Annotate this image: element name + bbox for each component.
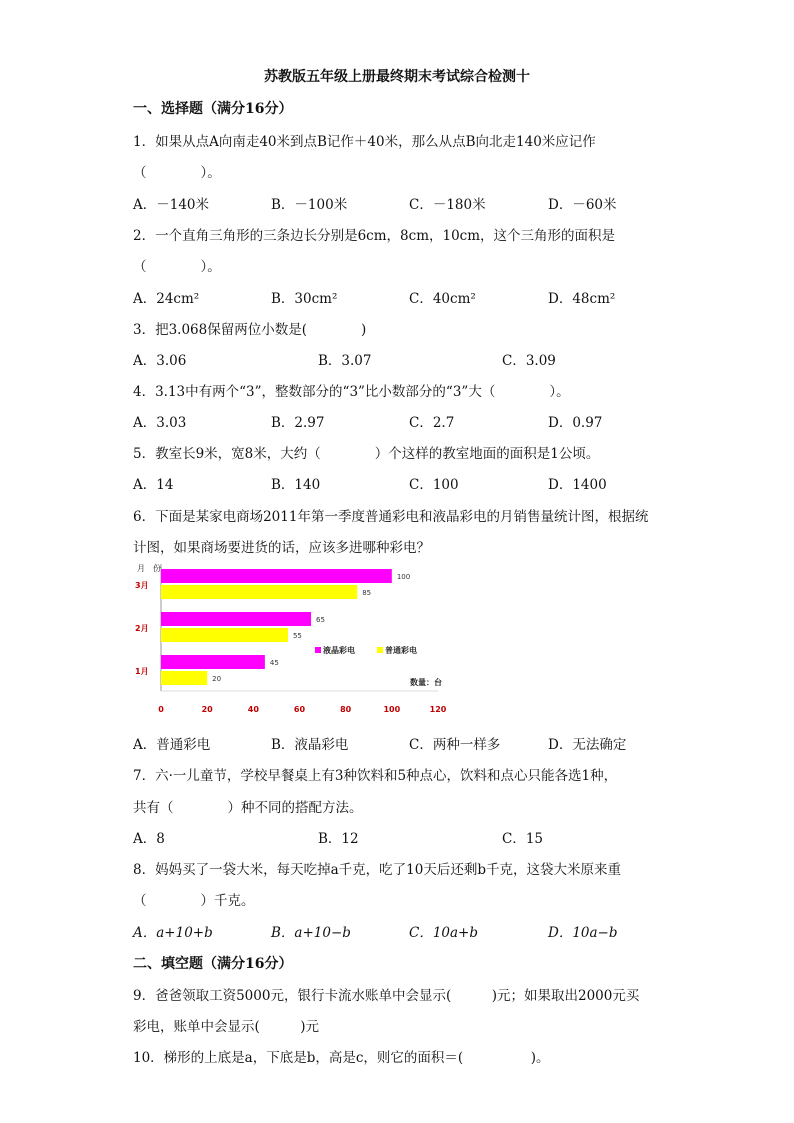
question-3-option-a: A．3.06 — [133, 353, 187, 369]
data-label: 45 — [269, 659, 279, 667]
question-1-text: 1．如果从点A向南走40米到点B记作＋40米，那么从点B向北走140米应记作 — [133, 134, 596, 150]
question-5-option-d: D．1400 — [548, 477, 607, 493]
legend-swatch-normal — [377, 647, 383, 653]
question-8-option-b: B．a+10−b — [271, 925, 351, 941]
question-2-option-a: A．24cm² — [133, 291, 200, 307]
question-10-text: 10．梯形的上底是a，下底是b，高是c，则它的面积＝( )。 — [133, 1050, 550, 1066]
question-1-blank: （ ）。 — [133, 165, 221, 181]
category-label: 3月 — [135, 581, 149, 590]
question-2-option-b: B．30cm² — [271, 291, 338, 307]
legend-label-lcd: 液晶彩电 — [323, 646, 355, 655]
question-7-option-b: B．12 — [318, 831, 359, 847]
question-9-text-continued: 彩电，账单中会显示( )元 — [133, 1019, 320, 1035]
question-1-option-b: B．－100米 — [271, 197, 348, 213]
bar-lcd — [161, 612, 311, 626]
question-5-text: 5．教室长9米，宽8米，大约（ ）个这样的教室地面的面积是1公顷。 — [133, 446, 600, 462]
question-1-option-a: A．－140米 — [133, 197, 210, 213]
legend-swatch-lcd — [315, 647, 321, 653]
question-5-option-a: A．14 — [133, 477, 174, 493]
question-8-blank: （ ）千克。 — [133, 893, 255, 909]
question-1-option-d: D．－60米 — [548, 197, 617, 213]
question-7-option-c: C．15 — [502, 831, 544, 847]
bar-normal — [161, 585, 357, 599]
data-label: 65 — [316, 616, 325, 624]
x-tick-label: 60 — [293, 705, 306, 714]
x-tick-label: 40 — [247, 705, 259, 714]
x-tick-label: 80 — [340, 705, 352, 714]
question-8-option-c: C．10a+b — [409, 925, 479, 941]
section-heading-choice: 一、选择题（满分16分） — [133, 101, 293, 117]
y-axis-label: 月 份 — [137, 564, 161, 573]
x-tick-label: 120 — [429, 705, 447, 714]
question-6-text-continued: 计图，如果商场要进货的话，应该多进哪种彩电？ — [133, 540, 430, 556]
question-5-option-b: B．140 — [271, 477, 321, 493]
question-4-option-d: D．0.97 — [548, 415, 603, 431]
question-7-text: 7．六·一儿童节，学校早餐桌上有3种饮料和5种点心，饮料和点心只能各选1种， — [133, 768, 618, 784]
question-7-option-a: A．8 — [133, 831, 165, 847]
question-6-option-a: A．普通彩电 — [133, 737, 211, 753]
question-2-text: 2．一个直角三角形的三条边长分别是6cm，8cm，10cm，这个三角形的面积是 — [133, 228, 616, 244]
question-7-text-continued: 共有（ ）种不同的搭配方法。 — [133, 800, 363, 816]
x-axis-label: 数量：台 — [410, 678, 442, 687]
question-3-option-c: C．3.09 — [502, 353, 556, 369]
question-2-option-d: D．48cm² — [548, 291, 616, 307]
data-label: 100 — [396, 573, 411, 581]
question-8-option-a: A．a+10+b — [133, 925, 213, 941]
sales-bar-chart — [133, 560, 463, 720]
question-8-text: 8．妈妈买了一袋大米，每天吃掉a千克，吃了10天后还剩b千克，这袋大米原来重 — [133, 862, 621, 878]
question-6-option-b: B．液晶彩电 — [271, 737, 349, 753]
bar-lcd — [161, 569, 392, 583]
question-9-text: 9．爸爸领取工资5000元，银行卡流水账单中会显示( )元；如果取出2000元买 — [133, 988, 640, 1004]
question-6-text: 6．下面是某家电商场2011年第一季度普通彩电和液晶彩电的月销售量统计图，根据统 — [133, 509, 649, 525]
category-label: 1月 — [135, 667, 149, 676]
data-label: 20 — [212, 675, 222, 683]
question-5-option-c: C．100 — [409, 477, 459, 493]
question-2-option-c: C．40cm² — [409, 291, 476, 307]
bar-lcd — [161, 655, 265, 669]
question-2-blank: （ ）。 — [133, 259, 221, 275]
x-tick-label: 100 — [383, 705, 401, 714]
page-title: 苏教版五年级上册最终期末考试综合检测十 — [264, 69, 530, 85]
bar-normal — [161, 671, 207, 685]
legend-label-normal: 普通彩电 — [385, 646, 417, 655]
data-label: 55 — [292, 632, 302, 640]
x-tick-label: 20 — [201, 705, 213, 714]
question-8-option-d: D．10a−b — [548, 925, 618, 941]
question-4-option-c: C．2.7 — [409, 415, 455, 431]
section-heading-fill: 二、填空题（满分16分） — [133, 956, 293, 972]
data-label: 85 — [362, 589, 372, 597]
question-4-option-a: A．3.03 — [133, 415, 187, 431]
x-tick-label: 0 — [158, 705, 164, 714]
question-4-text: 4．3.13中有两个“3”，整数部分的“3”比小数部分的“3”大（ ）。 — [133, 384, 570, 400]
question-3-text: 3．把3.068保留两位小数是( ) — [133, 322, 367, 338]
category-label: 2月 — [135, 624, 149, 633]
question-6-option-d: D．无法确定 — [548, 737, 627, 753]
question-4-option-b: B．2.97 — [271, 415, 325, 431]
bar-normal — [161, 628, 288, 642]
question-3-option-b: B．3.07 — [318, 353, 372, 369]
question-1-option-c: C．－180米 — [409, 197, 486, 213]
question-6-option-c: C．两种一样多 — [409, 737, 501, 753]
